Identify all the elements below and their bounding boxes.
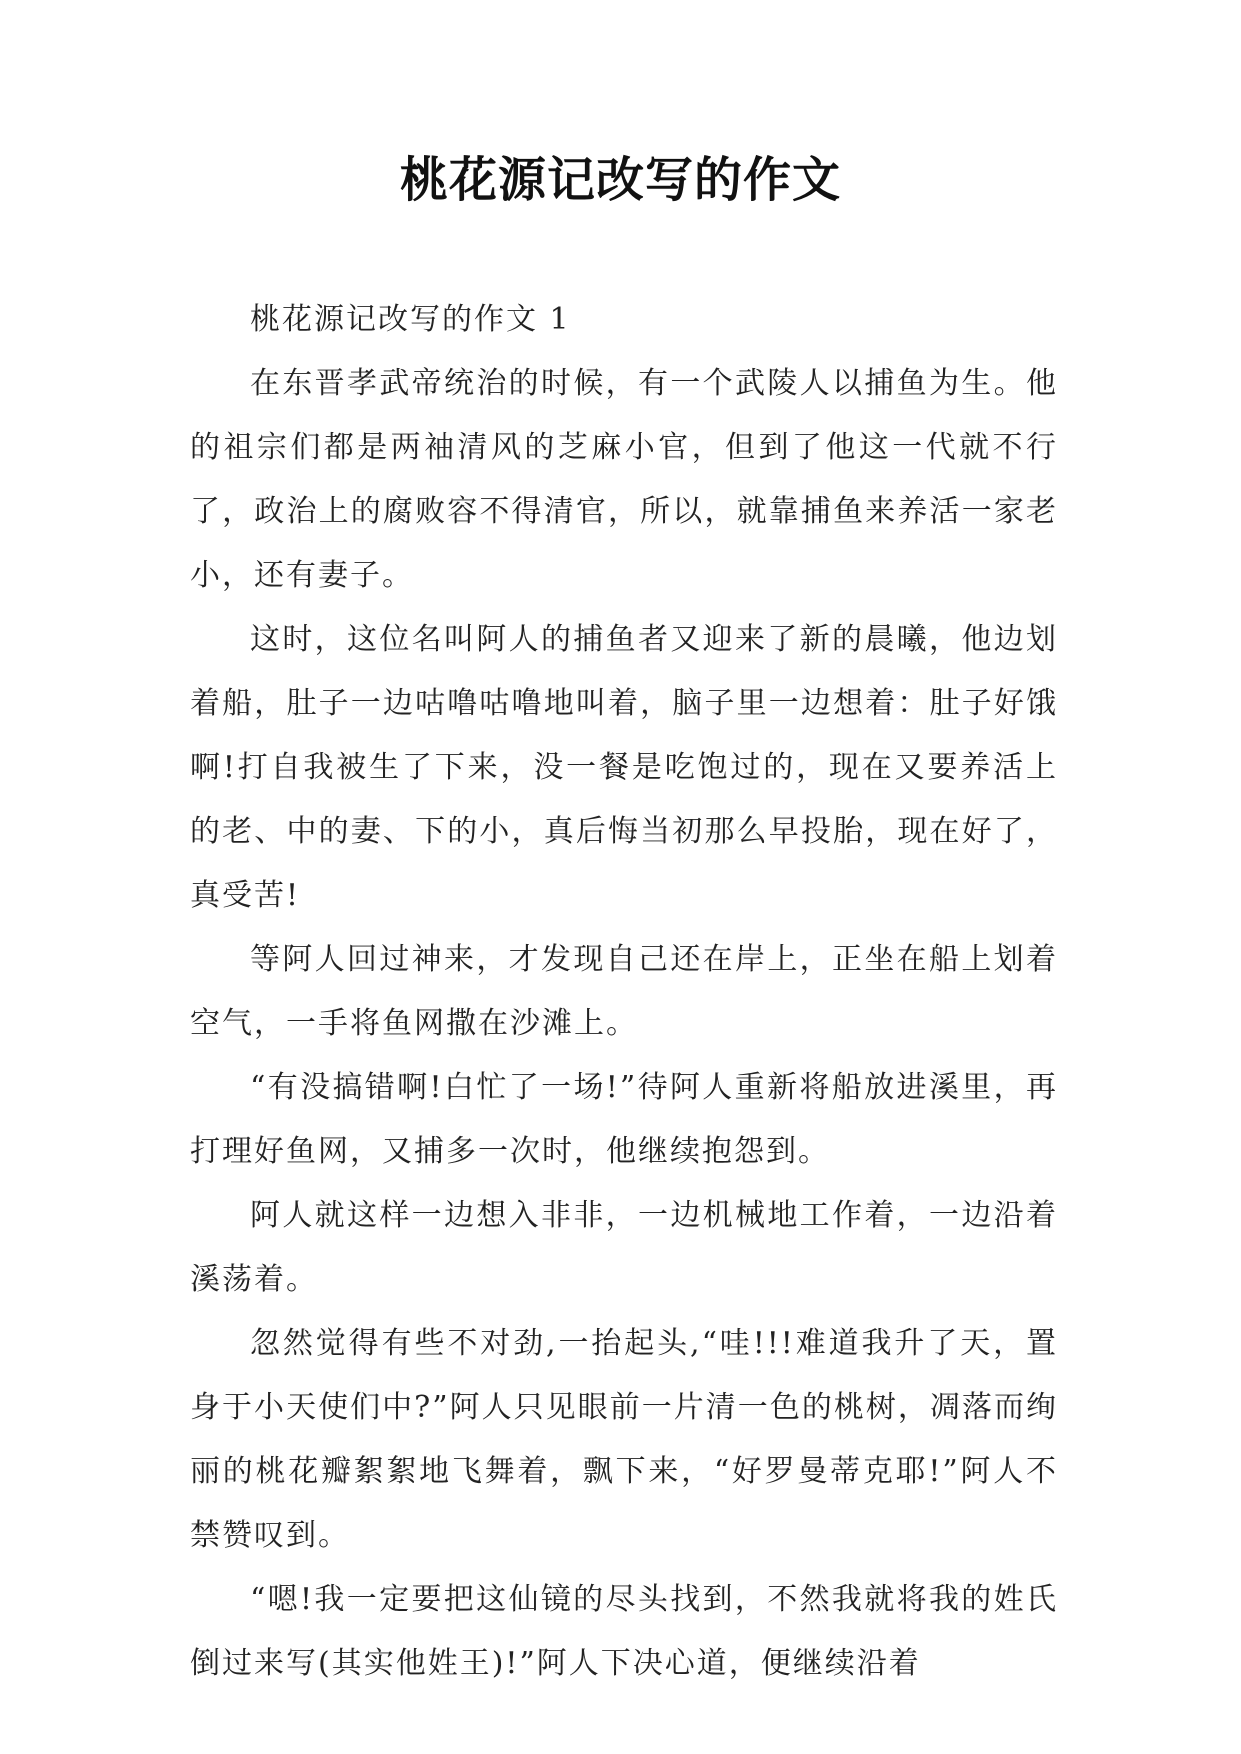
- paragraph: “嗯!我一定要把这仙镜的尽头找到，不然我就将我的姓氏倒过来写(其实他姓王)!”阿人下决心道，便继续沿着: [190, 1582, 1058, 1681]
- paragraph: 在东晋孝武帝统治的时候，有一个武陵人以捕鱼为生。他的祖宗们都是两袖清风的芝麻小官，但到了他这一代就不行了，政治上的腐败容不得清官，所以，就靠捕鱼来养活一家老小，还有妻子。: [190, 366, 1058, 593]
- paragraph: 这时，这位名叫阿人的捕鱼者又迎来了新的晨曦，他边划着船，肚子一边咕噜咕噜地叫着，脑子里一边想着：肚子好饿啊!打自我被生了下来，没一餐是吃饱过的，现在又要养活上的老、中的妻、下的小，真后悔当初那么早投胎，现在好了，真受苦!: [190, 622, 1058, 913]
- document-body: [190, 288, 1058, 1696]
- paragraph: 忽然觉得有些不对劲,一抬起头,“哇!!!难道我升了天，置身于小天使们中?”阿人只见眼前一片清一色的桃树，凋落而绚丽的桃花瓣絮絮地飞舞着，飘下来，“好罗曼蒂克耶!”阿人不禁赞叹到。: [190, 1326, 1058, 1553]
- paragraph: “有没搞错啊!白忙了一场!”待阿人重新将船放进溪里，再打理好鱼网，又捕多一次时，他继续抱怨到。: [190, 1070, 1058, 1169]
- document-title: 桃花源记改写的作文: [399, 152, 841, 208]
- paragraph: 等阿人回过神来，才发现自己还在岸上，正坐在船上划着空气，一手将鱼网撒在沙滩上。: [190, 942, 1058, 1041]
- paragraph: 阿人就这样一边想入非非，一边机械地工作着，一边沿着溪荡着。: [190, 1198, 1058, 1297]
- section-heading: 桃花源记改写的作文 1: [250, 302, 571, 337]
